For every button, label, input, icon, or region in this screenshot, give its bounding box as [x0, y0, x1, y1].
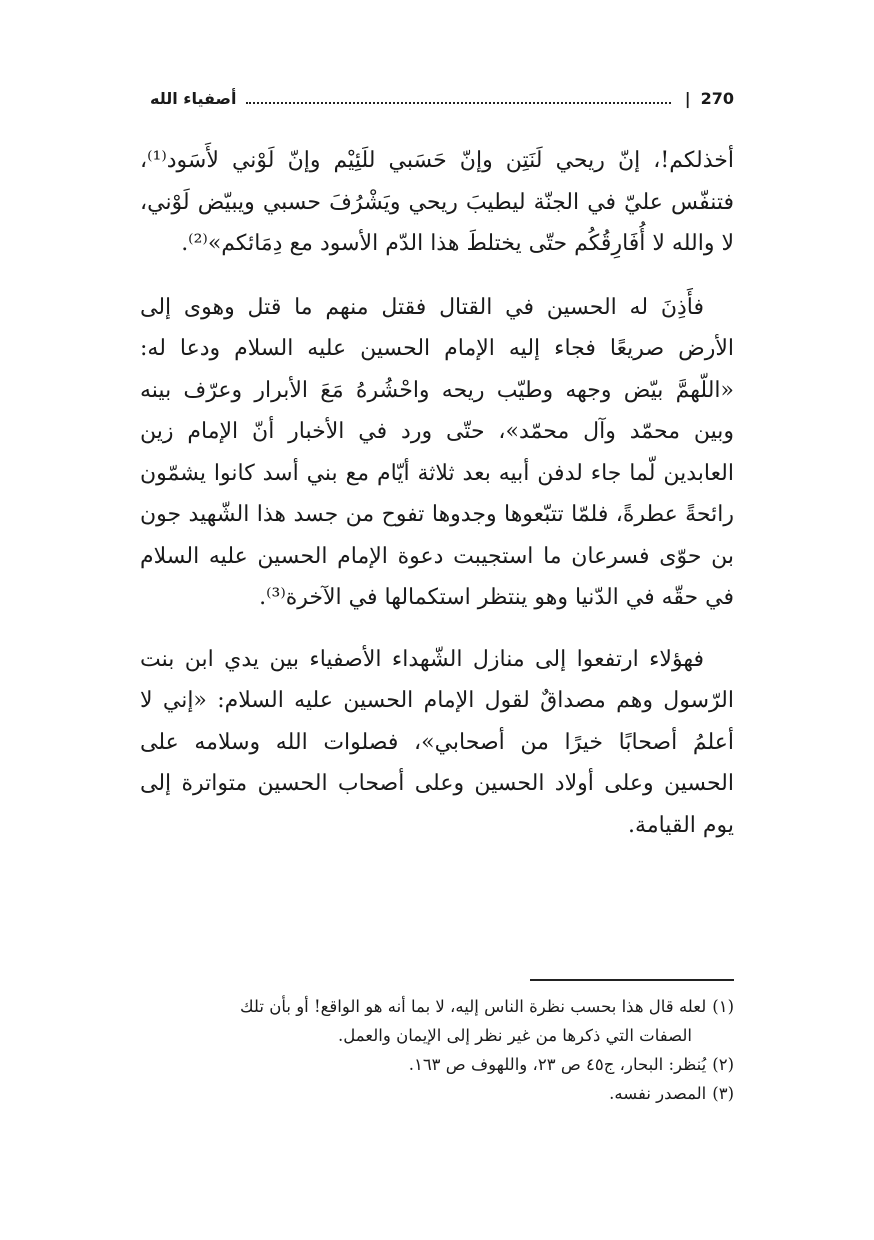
page-number: 270 [700, 88, 734, 108]
paragraph-3: فهؤلاء ارتفعوا إلى منازل الشّهداء الأصفياء بين يدي ابن بنت الرّسول وهم مصداقٌ لقول الإمام الحسين عليه السلام: «إني لا أعلمُ أصحابًا خيرًا من أصحابي»، فصلوات الله وسلامه على الحسين وعلى أولاد الحسين وعلى أصحاب الحسين متواترة إلى يوم القيامة. [140, 646, 734, 838]
footnote-2 [140, 1050, 734, 1079]
footnote-1 [140, 992, 734, 1021]
footnote-rule [530, 979, 734, 981]
header-dot-leader [246, 102, 670, 104]
footnote-1-continuation: الصفات التي ذكرها من غير نظر إلى الإيمان والعمل. [338, 1026, 692, 1045]
paragraph-2: فأَذِنَ له الحسين في القتال فقتل منهم ما قتل وهوى إلى الأرض صريعًا فجاء إليه الإمام الحسين عليه السلام ودعا له: «اللّهمَّ بيّض وجهه وطيّب ريحه واحْشُرهُ مَعَ الأبرار وعرّف بينه وبين محمّد وآل محمّد»، حتّى ورد في الأخبار أنّ الإمام زين العابدين لّما جاء لدفن أبيه بعد ثلاثة أيّام مع بني أسد كانوا يشمّون رائحةً عطرةً، فلمّا تتبّعوها وجدوها تفوح من جسد هذا الشّهيد جون بن حوّى فسرعان ما استجيبت دعوة الإمام الحسين عليه السلام في حقّه في الدّنيا وهو ينتظر استكمالها في الآخرة⁽³⁾. [140, 294, 734, 610]
paragraph-1: أخذلكم!، إنّ ريحي لَنَتِن وإنّ حَسَبي للَئِيْم وإنّ لَوْني لأَسَود⁽¹⁾، فتنفّس عليّ في الجنّة ليطيبَ ريحي ويَشْرُفَ حسبي ويبيّض لَوْني، لا والله لا أُفَارِقُكُم حتّى يختلطَ هذا الدّم الأسود مع دِمَائكم»⁽²⁾. [140, 148, 734, 256]
main-text [140, 140, 734, 866]
footnote-3 [140, 1079, 734, 1108]
book-title: أصفياء الله [150, 88, 237, 108]
footnote-number: (١) [712, 997, 734, 1016]
header-separator: | [684, 88, 691, 108]
footnote-text: يُنظر: البحار، ج٤٥ ص ٢٣، واللهوف ص ١٦٣. [408, 1055, 707, 1074]
footnote-number: (٣) [712, 1084, 734, 1103]
running-header [150, 84, 734, 112]
footnote-text: لعله قال هذا بحسب نظرة الناس إليه، لا بما أنه هو الواقع! أو بأن تلك [240, 997, 707, 1016]
footnote-number: (٢) [712, 1055, 734, 1074]
footnote-text: المصدر نفسه. [609, 1084, 707, 1103]
footnotes [140, 992, 734, 1108]
